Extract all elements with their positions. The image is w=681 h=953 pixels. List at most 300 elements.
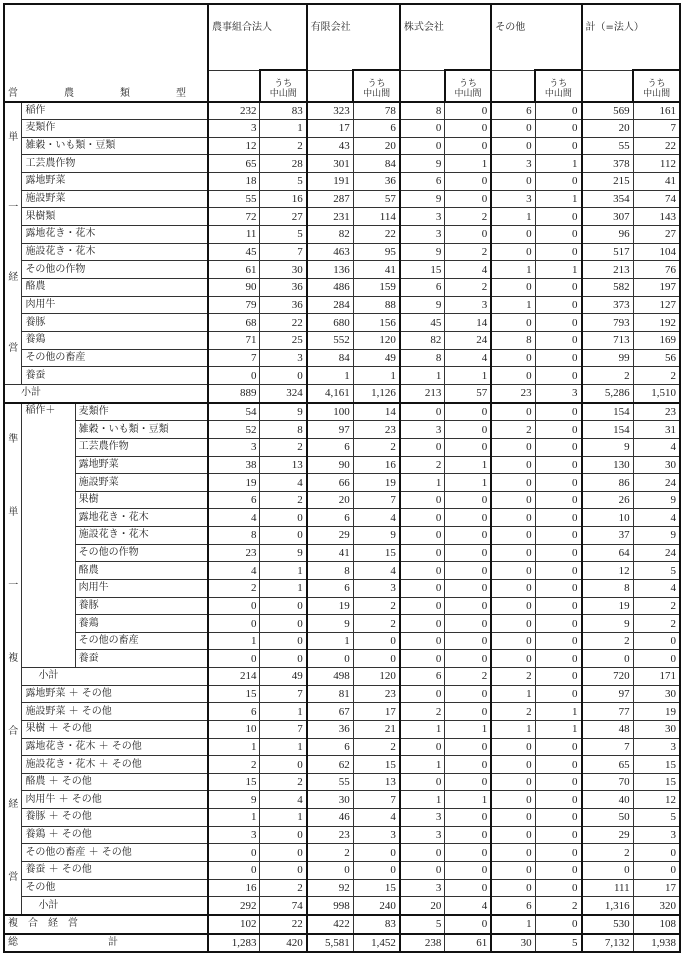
table-row — [4, 421, 680, 439]
value-cell: 0 — [353, 861, 400, 879]
value-cell: 130 — [582, 456, 634, 474]
value-cell: 998 — [307, 897, 354, 915]
value-cell: 3 — [400, 809, 445, 827]
sub-column-header — [633, 70, 680, 102]
table-row — [4, 544, 680, 562]
value-cell: 1 — [260, 579, 307, 597]
value-cell: 0 — [535, 314, 581, 332]
value-cell: 171 — [633, 668, 680, 686]
value-cell: 24 — [633, 474, 680, 492]
value-cell: 108 — [633, 915, 680, 934]
value-cell: 0 — [260, 650, 307, 668]
value-cell: 169 — [633, 332, 680, 350]
value-cell: 4 — [633, 579, 680, 597]
value-cell: 61 — [445, 934, 491, 953]
value-cell: 30 — [307, 791, 354, 809]
row-label: 養蚕 — [75, 650, 208, 668]
value-cell: 6 — [491, 102, 535, 120]
value-cell: 1 — [445, 155, 491, 173]
value-cell: 0 — [491, 615, 535, 633]
table-row — [4, 403, 680, 421]
value-cell: 0 — [535, 861, 581, 879]
table-row — [4, 226, 680, 244]
value-cell: 0 — [491, 632, 535, 650]
value-cell: 1,452 — [353, 934, 400, 953]
value-cell: 30 — [633, 456, 680, 474]
value-cell: 23 — [307, 826, 354, 844]
value-cell: 0 — [633, 861, 680, 879]
value-cell: 2 — [633, 597, 680, 615]
group-label: 稲作＋ — [22, 403, 75, 668]
value-cell: 30 — [491, 934, 535, 953]
value-cell: 23 — [633, 403, 680, 421]
value-cell: 82 — [400, 332, 445, 350]
value-cell: 1 — [400, 367, 445, 385]
value-cell: 15 — [208, 773, 260, 791]
value-cell: 292 — [208, 897, 260, 915]
value-cell: 2 — [260, 137, 307, 155]
value-cell: 0 — [260, 632, 307, 650]
value-cell: 3 — [535, 385, 581, 403]
sub-column-header — [260, 70, 307, 102]
table-row — [4, 367, 680, 385]
section-vertical-label — [4, 102, 22, 385]
value-cell: 0 — [535, 509, 581, 527]
row-label: 養蚕 — [22, 367, 208, 385]
value-cell: 0 — [491, 491, 535, 509]
value-cell: 0 — [400, 527, 445, 545]
value-cell: 0 — [400, 579, 445, 597]
value-cell: 20 — [353, 137, 400, 155]
column-blank — [208, 70, 260, 102]
value-cell: 55 — [208, 190, 260, 208]
value-cell: 3 — [400, 421, 445, 439]
value-cell: 97 — [307, 421, 354, 439]
row-label: 果樹 ＋ その他 — [22, 720, 208, 738]
value-cell: 0 — [400, 685, 445, 703]
value-cell: 0 — [491, 756, 535, 774]
value-cell: 4 — [260, 791, 307, 809]
value-cell: 0 — [491, 226, 535, 244]
value-cell: 0 — [535, 527, 581, 545]
value-cell: 36 — [307, 720, 354, 738]
value-cell: 50 — [582, 809, 634, 827]
value-cell: 2 — [353, 438, 400, 456]
value-cell: 15 — [400, 261, 445, 279]
value-cell: 6 — [400, 668, 445, 686]
value-cell: 197 — [633, 279, 680, 297]
value-cell: 0 — [445, 438, 491, 456]
value-cell: 1 — [260, 738, 307, 756]
value-cell: 4 — [353, 562, 400, 580]
column-blank — [307, 70, 354, 102]
value-cell: 0 — [535, 421, 581, 439]
value-cell: 2 — [445, 243, 491, 261]
value-cell: 45 — [400, 314, 445, 332]
value-cell: 324 — [260, 385, 307, 403]
value-cell: 0 — [491, 120, 535, 138]
value-cell: 16 — [208, 879, 260, 897]
value-cell: 136 — [307, 261, 354, 279]
value-cell: 0 — [535, 756, 581, 774]
value-cell: 4 — [633, 509, 680, 527]
table-row — [4, 137, 680, 155]
value-cell: 6 — [208, 703, 260, 721]
row-label: 麦類作 — [75, 403, 208, 421]
value-cell: 1 — [400, 474, 445, 492]
value-cell: 12 — [633, 791, 680, 809]
value-cell: 0 — [535, 367, 581, 385]
value-cell: 3 — [633, 738, 680, 756]
value-cell: 120 — [353, 668, 400, 686]
value-cell: 0 — [445, 879, 491, 897]
table-row — [4, 685, 680, 703]
value-cell: 420 — [260, 934, 307, 953]
value-cell: 1,283 — [208, 934, 260, 953]
value-cell: 99 — [582, 349, 634, 367]
value-cell: 0 — [491, 243, 535, 261]
value-cell: 0 — [400, 861, 445, 879]
vertical-label-char: 単 — [8, 131, 19, 143]
value-cell: 13 — [260, 456, 307, 474]
value-cell: 0 — [400, 632, 445, 650]
value-cell: 1 — [445, 367, 491, 385]
value-cell: 191 — [307, 173, 354, 191]
value-cell: 5 — [260, 226, 307, 244]
value-cell: 1 — [400, 791, 445, 809]
value-cell: 7 — [633, 120, 680, 138]
value-cell: 0 — [491, 509, 535, 527]
value-cell: 2 — [208, 579, 260, 597]
value-cell: 0 — [491, 738, 535, 756]
value-cell: 143 — [633, 208, 680, 226]
value-cell: 0 — [491, 861, 535, 879]
value-cell: 569 — [582, 102, 634, 120]
value-cell: 83 — [260, 102, 307, 120]
value-cell: 0 — [535, 773, 581, 791]
value-cell: 240 — [353, 897, 400, 915]
value-cell: 1 — [208, 738, 260, 756]
value-cell: 1 — [307, 632, 354, 650]
value-cell: 2 — [260, 438, 307, 456]
value-cell: 0 — [445, 579, 491, 597]
row-label: 露地花き・花木 — [22, 226, 208, 244]
value-cell: 1 — [491, 208, 535, 226]
value-cell: 40 — [582, 791, 634, 809]
table-row — [4, 597, 680, 615]
value-cell: 3 — [353, 579, 400, 597]
row-label: 施設花き・花木 — [22, 243, 208, 261]
value-cell: 1 — [491, 915, 535, 934]
value-cell: 0 — [535, 915, 581, 934]
value-cell: 6 — [307, 509, 354, 527]
table-row — [4, 474, 680, 492]
value-cell: 0 — [400, 491, 445, 509]
value-cell: 7,132 — [582, 934, 634, 953]
value-cell: 0 — [535, 120, 581, 138]
value-cell: 0 — [535, 544, 581, 562]
value-cell: 2 — [260, 491, 307, 509]
value-cell: 517 — [582, 243, 634, 261]
value-cell: 0 — [445, 685, 491, 703]
value-cell: 154 — [582, 403, 634, 421]
row-label: 養鶏 — [75, 615, 208, 633]
value-cell: 15 — [633, 756, 680, 774]
row-label: 露地野菜 ＋ その他 — [22, 685, 208, 703]
value-cell: 66 — [307, 474, 354, 492]
value-cell: 0 — [491, 279, 535, 297]
value-cell: 57 — [445, 385, 491, 403]
sub-column-header — [353, 70, 400, 102]
value-cell: 0 — [445, 597, 491, 615]
value-cell: 6 — [307, 738, 354, 756]
table-row — [4, 296, 680, 314]
value-cell: 2 — [633, 615, 680, 633]
table-row — [4, 826, 680, 844]
row-label: 施設花き・花木 — [75, 527, 208, 545]
value-cell: 0 — [400, 438, 445, 456]
value-cell: 6 — [353, 120, 400, 138]
value-cell: 2 — [260, 773, 307, 791]
value-cell: 0 — [491, 826, 535, 844]
sub-column-header — [445, 70, 491, 102]
value-cell: 23 — [353, 685, 400, 703]
value-cell: 2 — [353, 615, 400, 633]
value-cell: 12 — [582, 562, 634, 580]
value-cell: 1 — [445, 456, 491, 474]
value-cell: 0 — [535, 579, 581, 597]
value-cell: 0 — [445, 226, 491, 244]
value-cell: 24 — [445, 332, 491, 350]
value-cell: 25 — [260, 332, 307, 350]
value-cell: 161 — [633, 102, 680, 120]
vertical-label-char: 営 — [8, 342, 19, 354]
value-cell: 7 — [353, 791, 400, 809]
value-cell: 79 — [208, 296, 260, 314]
column-header: 株式会社 — [400, 4, 491, 70]
value-cell: 0 — [208, 597, 260, 615]
value-cell: 9 — [400, 190, 445, 208]
value-cell: 22 — [353, 226, 400, 244]
value-cell: 0 — [445, 421, 491, 439]
value-cell: 4 — [633, 438, 680, 456]
value-cell: 0 — [491, 173, 535, 191]
table-row — [4, 809, 680, 827]
value-cell: 0 — [535, 879, 581, 897]
row-label: 養豚 — [22, 314, 208, 332]
value-cell: 92 — [307, 879, 354, 897]
value-cell: 19 — [582, 597, 634, 615]
value-cell: 0 — [353, 650, 400, 668]
value-cell: 4 — [445, 349, 491, 367]
value-cell: 5 — [400, 915, 445, 934]
table-row — [4, 243, 680, 261]
subtotal-row — [4, 385, 680, 403]
value-cell: 232 — [208, 102, 260, 120]
row-label: その他の作物 — [75, 544, 208, 562]
table-row — [4, 438, 680, 456]
value-cell: 0 — [445, 738, 491, 756]
value-cell: 0 — [445, 615, 491, 633]
vertical-label-char: 経 — [8, 798, 19, 810]
value-cell: 100 — [307, 403, 354, 421]
value-cell: 8 — [208, 527, 260, 545]
value-cell: 49 — [260, 668, 307, 686]
value-cell: 0 — [260, 844, 307, 862]
value-cell: 88 — [353, 296, 400, 314]
value-cell: 27 — [260, 208, 307, 226]
value-cell: 0 — [582, 861, 634, 879]
value-cell: 3 — [400, 226, 445, 244]
value-cell: 29 — [582, 826, 634, 844]
value-cell: 24 — [633, 544, 680, 562]
value-cell: 104 — [633, 243, 680, 261]
value-cell: 0 — [445, 861, 491, 879]
sub-header-line1: うち — [647, 78, 666, 89]
value-cell: 0 — [445, 650, 491, 668]
value-cell: 0 — [491, 544, 535, 562]
table-row — [4, 120, 680, 138]
value-cell: 0 — [535, 562, 581, 580]
value-cell: 5 — [633, 562, 680, 580]
column-header: 有限会社 — [307, 4, 400, 70]
value-cell: 82 — [307, 226, 354, 244]
value-cell: 8 — [307, 562, 354, 580]
value-cell: 31 — [633, 421, 680, 439]
row-label: 果樹 — [75, 491, 208, 509]
table-row — [4, 349, 680, 367]
value-cell: 97 — [582, 685, 634, 703]
value-cell: 7 — [260, 685, 307, 703]
value-cell: 0 — [491, 879, 535, 897]
value-cell: 1 — [491, 720, 535, 738]
value-cell: 2 — [208, 756, 260, 774]
value-cell: 18 — [208, 173, 260, 191]
value-cell: 0 — [535, 456, 581, 474]
value-cell: 9 — [353, 527, 400, 545]
value-cell: 0 — [535, 597, 581, 615]
value-cell: 0 — [633, 650, 680, 668]
value-cell: 8 — [400, 349, 445, 367]
value-cell: 713 — [582, 332, 634, 350]
value-cell: 96 — [582, 226, 634, 244]
value-cell: 3 — [353, 826, 400, 844]
value-cell: 2 — [400, 456, 445, 474]
value-cell: 19 — [307, 597, 354, 615]
value-cell: 9 — [633, 527, 680, 545]
value-cell: 2 — [445, 279, 491, 297]
value-cell: 0 — [535, 826, 581, 844]
value-cell: 0 — [445, 173, 491, 191]
value-cell: 86 — [582, 474, 634, 492]
value-cell: 0 — [535, 403, 581, 421]
value-cell: 1,938 — [633, 934, 680, 953]
value-cell: 54 — [208, 403, 260, 421]
value-cell: 0 — [491, 527, 535, 545]
table-row — [4, 332, 680, 350]
value-cell: 0 — [260, 756, 307, 774]
value-cell: 74 — [633, 190, 680, 208]
table-row — [4, 509, 680, 527]
value-cell: 0 — [535, 173, 581, 191]
value-cell: 23 — [353, 421, 400, 439]
table-row — [4, 650, 680, 668]
value-cell: 0 — [260, 861, 307, 879]
value-cell: 43 — [307, 137, 354, 155]
value-cell: 21 — [353, 720, 400, 738]
value-cell: 1 — [491, 685, 535, 703]
value-cell: 0 — [400, 773, 445, 791]
value-cell: 0 — [535, 809, 581, 827]
value-cell: 0 — [633, 632, 680, 650]
value-cell: 1 — [260, 809, 307, 827]
value-cell: 2 — [582, 632, 634, 650]
value-cell: 9 — [582, 615, 634, 633]
value-cell: 238 — [400, 934, 445, 953]
row-label: 麦類作 — [22, 120, 208, 138]
value-cell: 0 — [445, 756, 491, 774]
row-label: 露地花き・花木 ＋ その他 — [22, 738, 208, 756]
value-cell: 0 — [535, 208, 581, 226]
value-cell: 30 — [633, 720, 680, 738]
value-cell: 159 — [353, 279, 400, 297]
value-cell: 6 — [400, 173, 445, 191]
subtotal-row — [4, 897, 680, 915]
column-blank — [582, 70, 634, 102]
table-row — [4, 579, 680, 597]
value-cell: 0 — [260, 527, 307, 545]
column-blank — [491, 70, 535, 102]
value-cell: 62 — [307, 756, 354, 774]
value-cell: 84 — [307, 349, 354, 367]
row-label: 雑穀・いも類・豆類 — [75, 421, 208, 439]
farm-corporation-table — [3, 3, 681, 953]
value-cell: 0 — [400, 544, 445, 562]
value-cell: 231 — [307, 208, 354, 226]
value-cell: 127 — [633, 296, 680, 314]
value-cell: 65 — [208, 155, 260, 173]
value-cell: 15 — [353, 544, 400, 562]
value-cell: 498 — [307, 668, 354, 686]
value-cell: 23 — [491, 385, 535, 403]
value-cell: 0 — [535, 685, 581, 703]
value-cell: 0 — [400, 509, 445, 527]
row-label: 露地花き・花木 — [75, 509, 208, 527]
value-cell: 2 — [400, 703, 445, 721]
row-label: その他の畜産 ＋ その他 — [22, 844, 208, 862]
value-cell: 65 — [582, 756, 634, 774]
value-cell: 0 — [535, 349, 581, 367]
value-cell: 28 — [260, 155, 307, 173]
value-cell: 0 — [582, 650, 634, 668]
value-cell: 22 — [260, 915, 307, 934]
value-cell: 111 — [582, 879, 634, 897]
section-vertical-label — [4, 403, 22, 915]
vertical-label-char: 複 — [8, 652, 19, 664]
value-cell: 0 — [535, 137, 581, 155]
value-cell: 20 — [582, 120, 634, 138]
vertical-label-char: 単 — [8, 507, 19, 519]
value-cell: 0 — [353, 632, 400, 650]
value-cell: 64 — [582, 544, 634, 562]
value-cell: 70 — [582, 773, 634, 791]
subtotal-label: 小計 — [22, 897, 208, 915]
value-cell: 112 — [633, 155, 680, 173]
value-cell: 2 — [491, 421, 535, 439]
value-cell: 0 — [445, 703, 491, 721]
sub-header-line2: 中山間 — [643, 88, 671, 99]
value-cell: 3 — [400, 879, 445, 897]
